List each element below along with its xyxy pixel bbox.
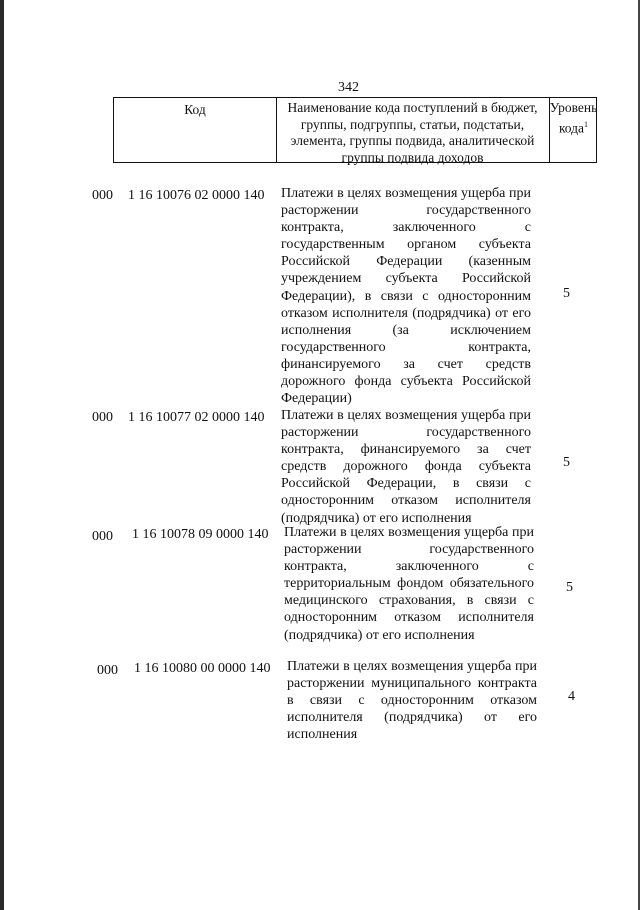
header-code-label: Код — [184, 102, 206, 117]
row-code: 1 16 10077 02 0000 140 — [128, 410, 265, 425]
row-description: Платежи в целях возмещения ущерба при расторжении государственного контракта, финансируемого за счет средств дорожного фонда субъекта Российской Федерации, в связи с односторонним отказом исполнителя (подрядчика) от его исполнения — [281, 408, 531, 526]
row-prefix: 000 — [92, 188, 113, 203]
header-level-label: Уровень кода$^1$ — [549, 100, 598, 136]
table-header — [113, 97, 597, 163]
header-level-cell — [549, 98, 598, 162]
row-level: 4 — [568, 689, 575, 704]
row-prefix: 000 — [92, 529, 113, 544]
scan-left-edge — [0, 0, 4, 910]
row-code: 1 16 10078 09 0000 140 — [132, 527, 269, 542]
page-number: 342 — [338, 80, 359, 95]
row-level: 5 — [563, 286, 570, 301]
header-name-cell — [276, 98, 550, 165]
footnote-marker: 1 — [584, 120, 589, 129]
header-name-label: Наименование кода поступлений в бюджет, группы, подгруппы, статьи, подстатьи, элемента, группы подвида, аналитической группы подвида доходов — [287, 100, 538, 165]
row-description: Платежи в целях возмещения ущерба при расторжении государственного контракта, заключенного с территориальным фондом обязательного медицинского страхования, в связи с односторонним отказом исполнителя (подрядчика) от его исполнения — [284, 525, 534, 643]
row-prefix: 000 — [97, 663, 118, 678]
row-code: 1 16 10076 02 0000 140 — [128, 188, 265, 203]
row-description: Платежи в целях возмещения ущерба при расторжении муниципального контракта в связи с односторонним отказом исполнителя (подрядчика) от его исполнения — [287, 659, 537, 743]
header-code-cell — [114, 98, 277, 162]
row-code: 1 16 10080 00 0000 140 — [134, 661, 271, 676]
row-prefix: 000 — [92, 410, 113, 425]
row-level: 5 — [563, 455, 570, 470]
row-level: 5 — [566, 580, 573, 595]
row-description: Платежи в целях возмещения ущерба при расторжении государственного контракта, заключенного с государственным органом субъекта Российской Федерации (казенным учреждением субъекта Российской Федерации), в связи с односторонним отказом исполнителя (подрядчика) от его исполнения (за исключением государственного контракта, финансируемого за счет средств дорожного фонда субъекта Российской Федерации) — [281, 186, 531, 407]
